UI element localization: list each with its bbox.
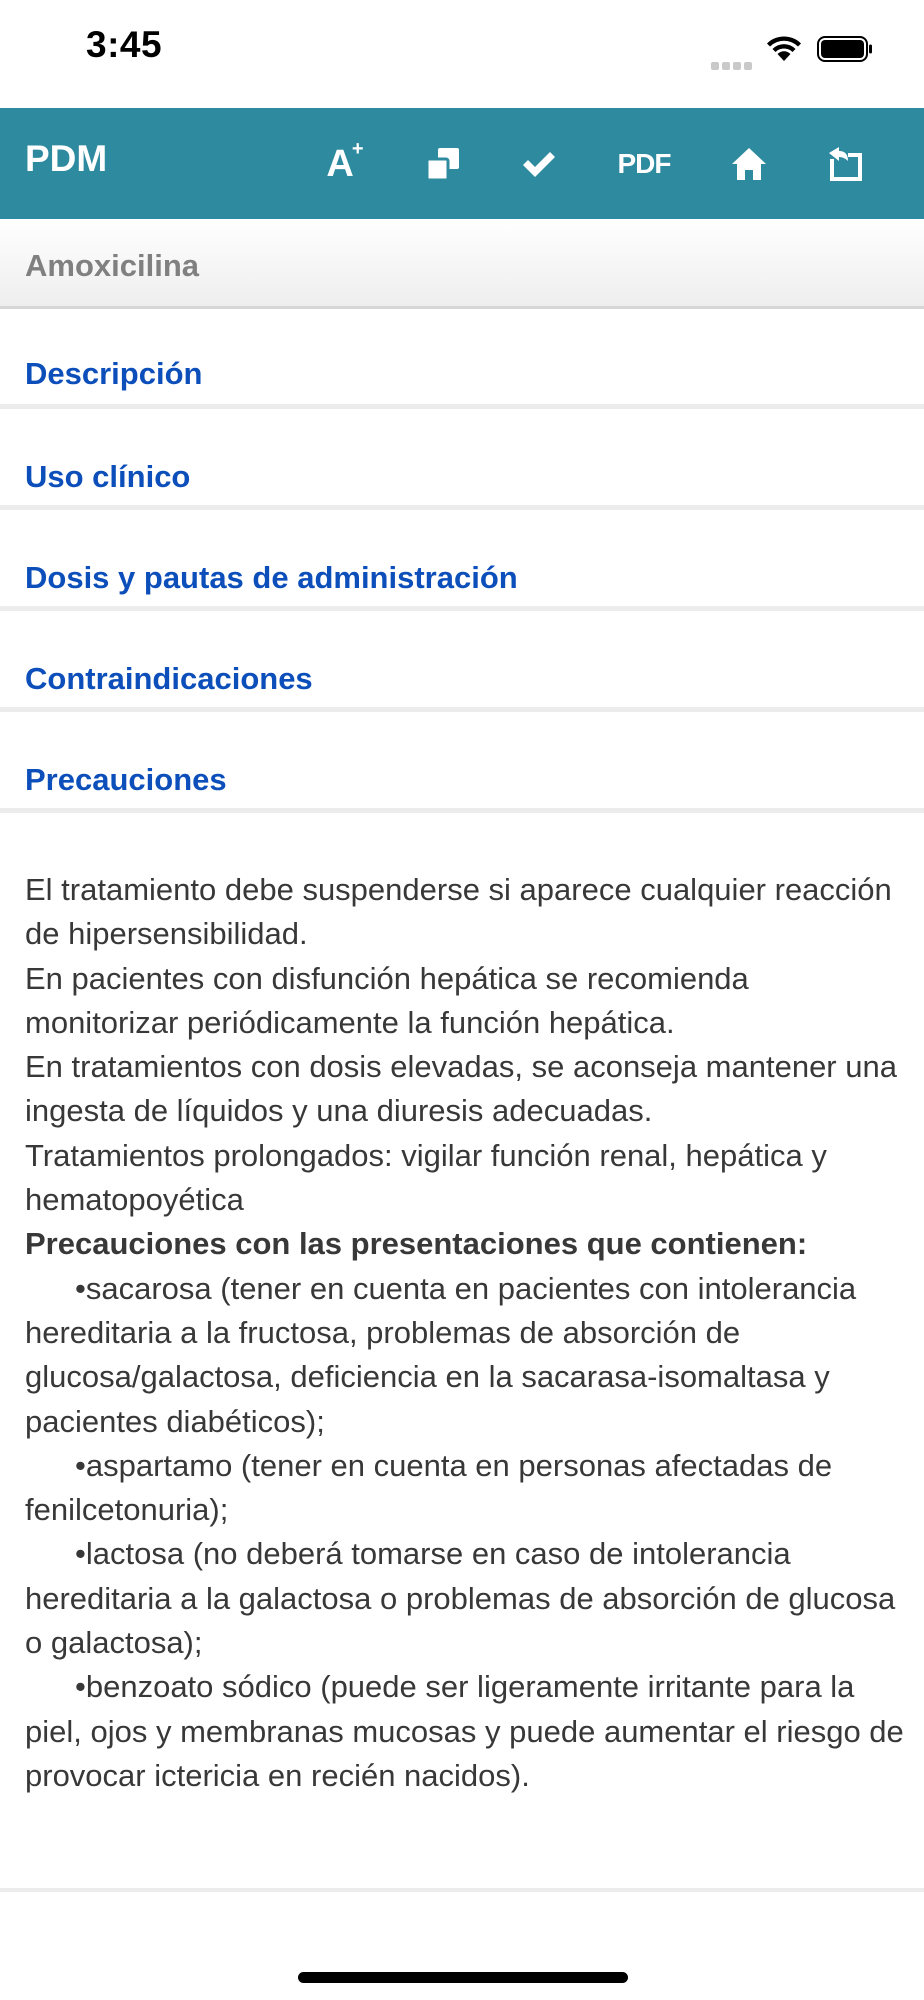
precaution-bullet: •lactosa (no deberá tomarse en caso de intolerancia hereditaria a la galactosa o problemas de absorción de glucosa o galactosa); — [25, 1536, 896, 1661]
section-title[interactable]: Uso clínico — [25, 459, 191, 494]
status-bar — [0, 0, 924, 108]
precaution-bullet: •aspartamo (tener en cuenta en personas afectadas de fenilcetonuria); — [25, 1447, 833, 1528]
precaution-bullet: •benzoato sódico (puede ser ligeramente irritante para la piel, ojos y membranas mucosas y puede aumentar el riesgo de provocar ictericia en recién nacidos). — [25, 1669, 904, 1793]
font-increase-icon[interactable] — [318, 108, 374, 219]
home-icon[interactable] — [724, 108, 774, 219]
precaution-paragraph: El tratamiento debe suspenderse si aparece cualquier reacción de hipersensibilidad. — [25, 872, 892, 952]
home-indicator[interactable] — [298, 1972, 628, 1983]
app-title: PDM — [25, 138, 108, 179]
section-uso-clinico[interactable] — [0, 409, 924, 510]
content-divider — [0, 1888, 924, 1892]
drug-name: Amoxicilina — [25, 248, 199, 283]
cellular-signal-icon — [711, 52, 755, 70]
check-icon[interactable] — [514, 108, 564, 219]
section-title[interactable]: Contraindicaciones — [25, 661, 313, 696]
precaution-bullet: •sacarosa (tener en cuenta en pacientes con intolerancia hereditaria a la fructosa, problemas de absorción de glucosa/galactosa, deficiencia en la sacarasa-isomaltasa y pacientes diabéticos); — [25, 1270, 857, 1439]
battery-icon — [817, 36, 873, 62]
section-title[interactable]: Descripción — [25, 356, 203, 391]
pdf-button[interactable]: PDF — [617, 147, 671, 179]
drug-title-bar — [0, 219, 924, 309]
back-icon[interactable] — [820, 108, 870, 219]
section-dosis[interactable] — [0, 510, 924, 611]
font-increase-label: A — [326, 142, 354, 185]
expand-icon[interactable] — [418, 108, 468, 219]
precaution-paragraph: En pacientes con disfunción hepática se recomienda monitorizar periódicamente la función hepática. — [25, 960, 749, 1040]
precaution-paragraph: Tratamientos prolongados: vigilar función renal, hepática y hematopoyética — [25, 1137, 827, 1218]
app-header — [0, 108, 924, 219]
wifi-icon — [764, 33, 804, 63]
section-precauciones[interactable] — [0, 712, 924, 813]
precaution-subheading: Precauciones con las presentaciones que contienen: — [25, 1226, 808, 1262]
status-time: 3:45 — [86, 24, 163, 65]
font-increase-plus: + — [351, 138, 364, 160]
precautions-content — [25, 868, 905, 1798]
section-title[interactable]: Dosis y pautas de administración — [25, 560, 518, 595]
section-title[interactable]: Precauciones — [25, 762, 227, 797]
section-descripcion[interactable] — [0, 306, 924, 409]
section-contraindicaciones[interactable] — [0, 611, 924, 712]
precaution-paragraph: En tratamientos con dosis elevadas, se aconseja mantener una ingesta de líquidos y una diuresis adecuadas. — [25, 1049, 897, 1129]
